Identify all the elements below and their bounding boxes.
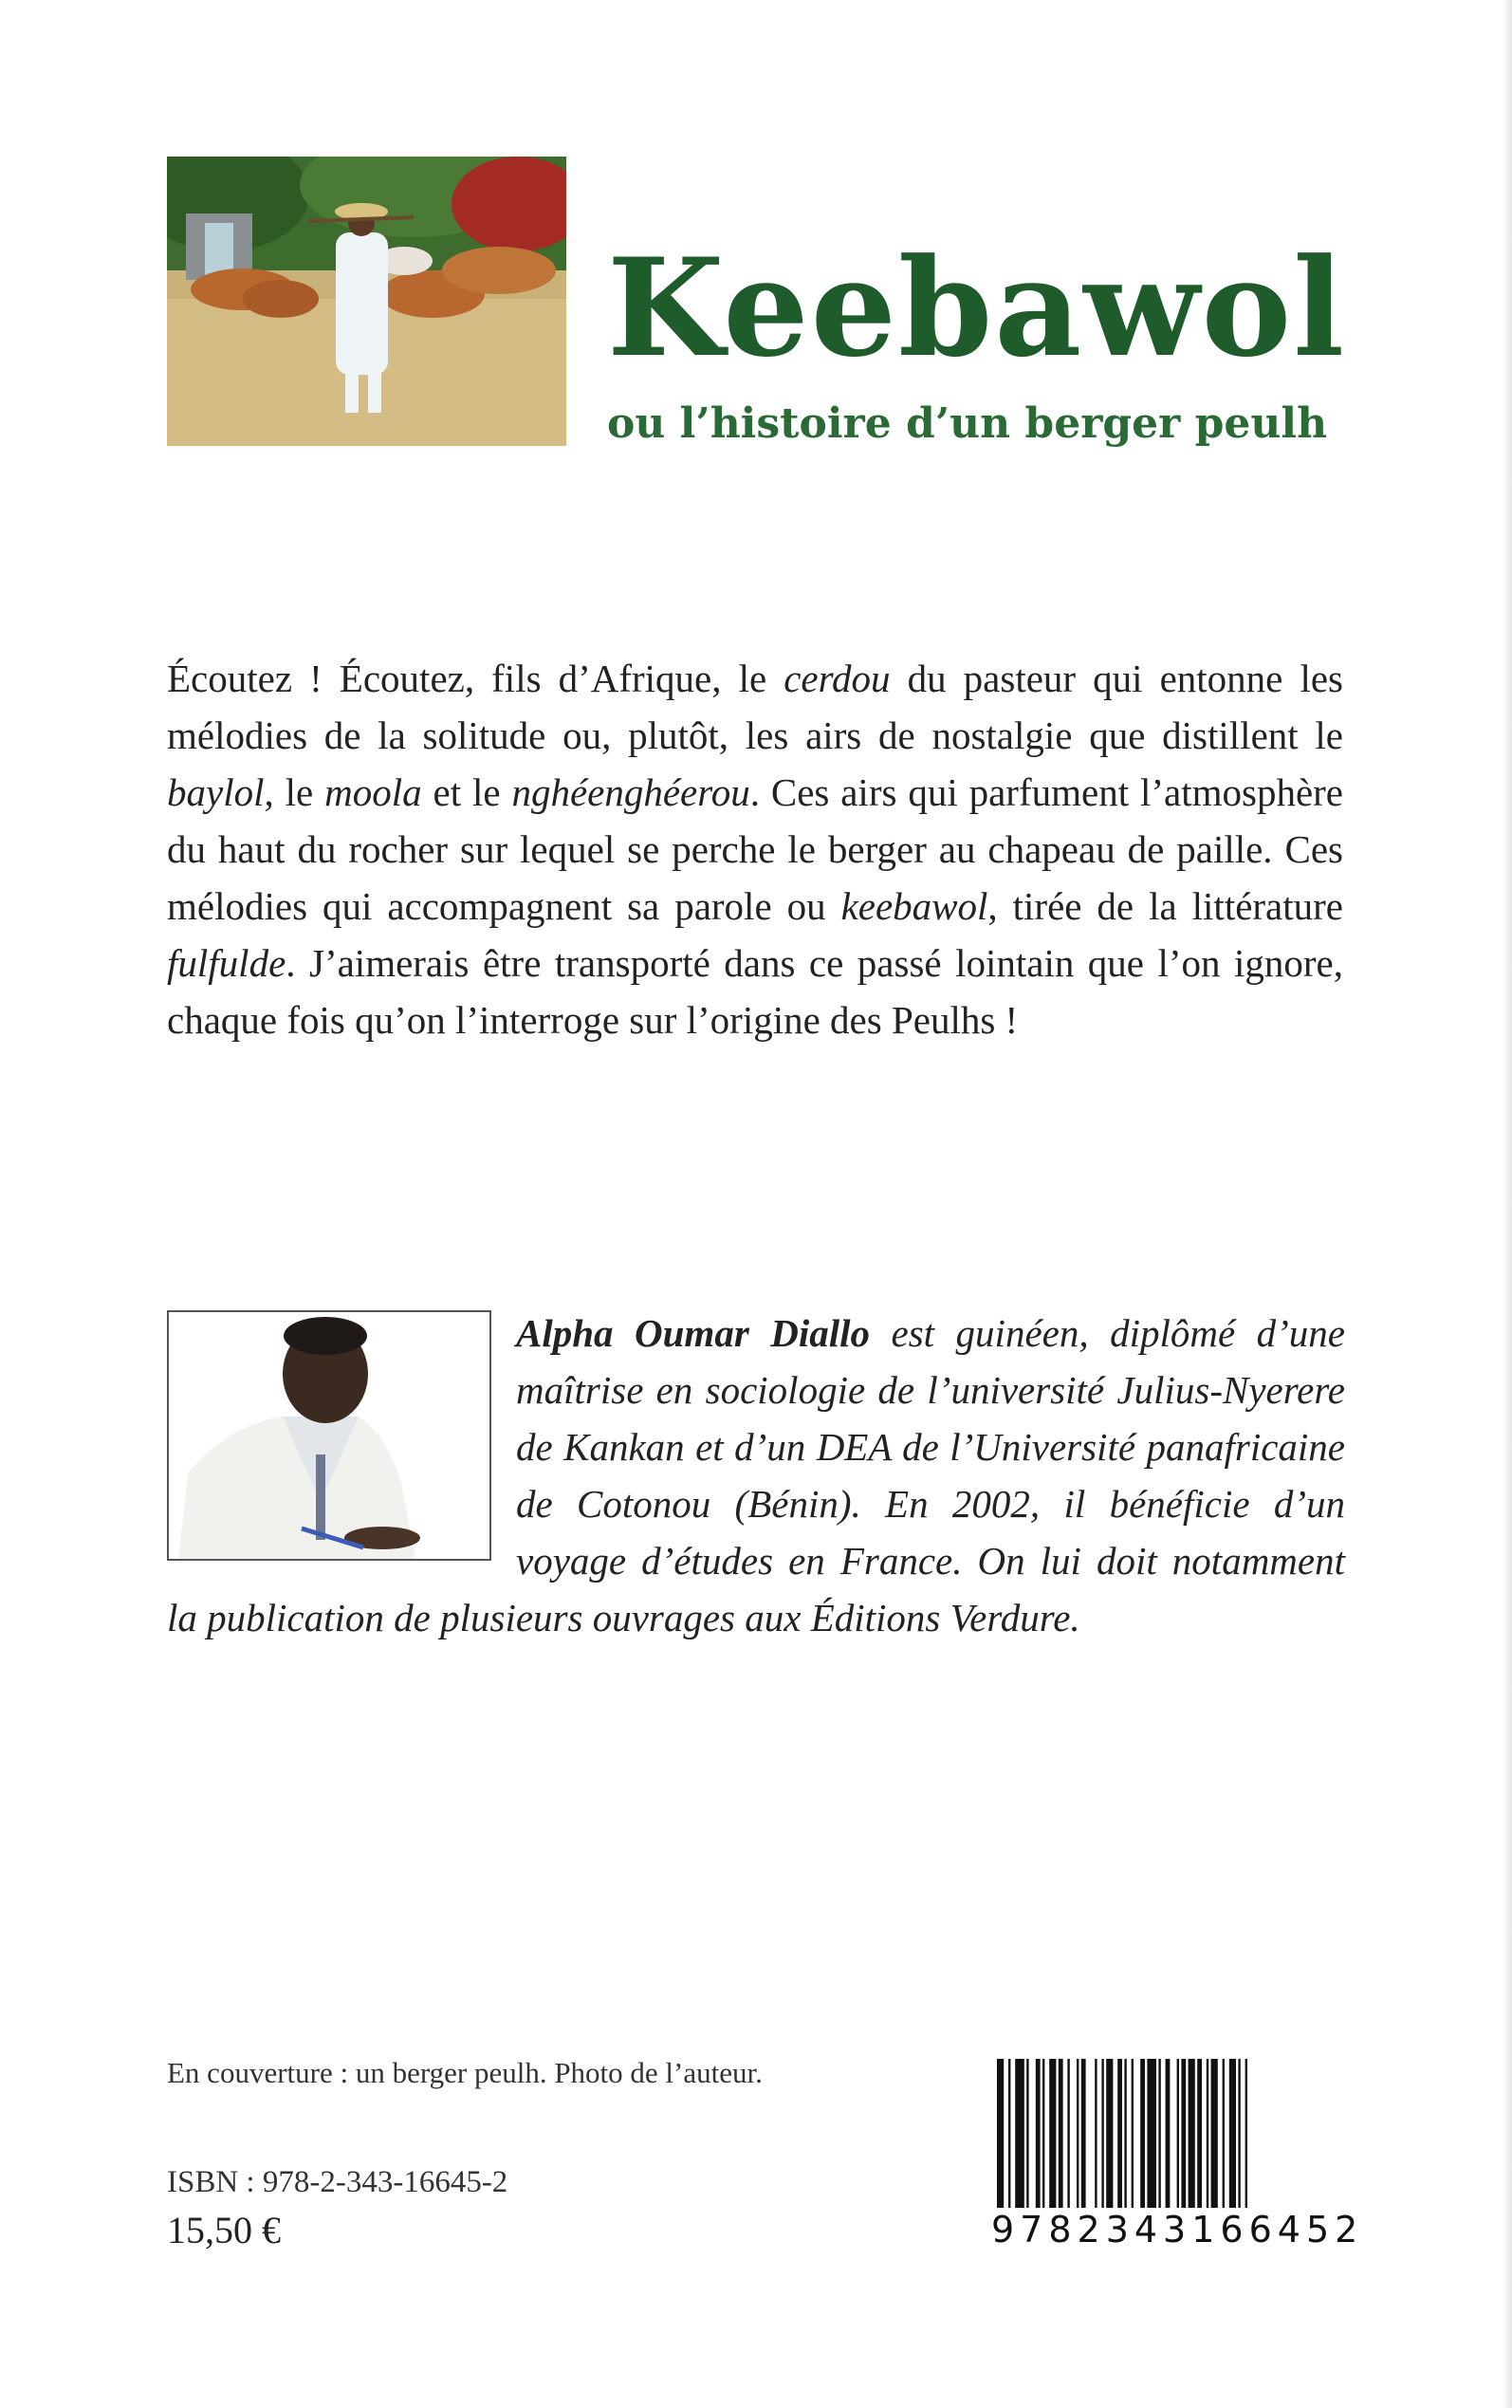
barcode-bar <box>997 2059 1004 2211</box>
blurb-text: , le <box>264 770 325 814</box>
barcode-bar <box>1008 2059 1010 2211</box>
book-price: 15,50 € <box>167 2209 281 2251</box>
barcode-bar <box>1132 2059 1134 2211</box>
author-photo-spacer <box>167 1305 516 1568</box>
cover-photo-shepherd-with-cattle <box>167 157 566 446</box>
book-subtitle: ou l’histoire d’un berger peulh <box>607 399 1328 448</box>
barcode-bar <box>1197 2059 1202 2211</box>
barcode-bar <box>1147 2059 1156 2211</box>
back-cover-blurb <box>167 650 1343 1048</box>
barcode-bar <box>1223 2059 1225 2211</box>
blurb-italic-term: moola <box>324 770 422 814</box>
isbn-number: ISBN : 978-2-343-16645-2 <box>167 2165 508 2199</box>
blurb-text: Écoutez ! Écoutez, fils d’Afrique, le <box>167 657 784 700</box>
barcode-digits: 9782343166452 <box>991 2209 1364 2251</box>
barcode-bar <box>1026 2059 1028 2211</box>
blurb-italic-term: nghéenghéerou <box>511 770 750 814</box>
barcode-bar <box>1166 2059 1171 2211</box>
barcode-bar <box>1229 2059 1236 2211</box>
blurb-text: . Ces airs qui parfument l’atmosphère du haut du rocher sur lequel se perche le berger au chapeau de paille. Ces mélodies qui accompagnent sa parole ou <box>167 770 1344 928</box>
barcode-bar <box>1140 2059 1145 2211</box>
author-bio-text: est guinéen, diplômé d’une maîtrise en sociologie de l’université Julius-Nyerere de Kankan et d’un DEA de l’Université panafricaine de Cotonou (Bénin). En 2002, il bénéficie d’un voyage d’études en France. On lui doit notamment la publication de plusieurs ouvrages aux Éditions Verdure. <box>167 1311 1345 1639</box>
barcode-bar <box>1181 2059 1186 2211</box>
barcode-bar <box>1049 2059 1056 2211</box>
barcode-bar <box>1042 2059 1044 2211</box>
barcode-bar <box>1124 2059 1126 2211</box>
blurb-text: , tirée de la littérature <box>987 884 1344 928</box>
blurb-italic-term: keebawol <box>840 884 988 928</box>
author-name: Alpha Oumar Diallo <box>516 1311 871 1355</box>
barcode-bar <box>1077 2059 1079 2211</box>
barcode-bar <box>1117 2059 1122 2211</box>
book-title: Keebawol <box>607 230 1347 387</box>
blurb-italic-term: cerdou <box>784 657 891 700</box>
barcode-bar <box>1101 2059 1103 2211</box>
author-biography <box>167 1305 1345 1646</box>
barcode-bar <box>1095 2059 1097 2211</box>
blurb-italic-term: fulfulde <box>167 941 286 985</box>
barcode-bar <box>1059 2059 1063 2211</box>
blurb-text: et le <box>421 770 512 814</box>
barcode-bar <box>1067 2059 1069 2211</box>
barcode-bar <box>1106 2059 1113 2211</box>
barcode-bar <box>1189 2059 1195 2211</box>
barcode-bar <box>1207 2059 1208 2211</box>
barcode-bar <box>1211 2059 1218 2211</box>
barcode-bar <box>1158 2059 1160 2211</box>
barcode-bar <box>1015 2059 1024 2211</box>
barcode-bar <box>1177 2059 1179 2211</box>
barcode-bar <box>1081 2059 1086 2211</box>
barcode-bar <box>1245 2059 1247 2211</box>
blurb-text: . J’aimerais être transporté dans ce passé lointain que l’on ignore, chaque fois qu’on l’interroge sur l’origine des Peulhs ! <box>167 941 1343 1042</box>
barcode-bar <box>1036 2059 1041 2211</box>
blurb-text: du pasteur qui entonne les mélodies de la solitude ou, plutôt, les airs de nostalgie que distillent le <box>167 657 1343 757</box>
blurb-italic-term: baylol <box>167 770 265 814</box>
page-edge-shadow <box>1503 0 1512 2408</box>
barcode-bar <box>1238 2059 1240 2211</box>
cover-photo-credit: En couverture : un berger peulh. Photo de l’auteur. <box>167 2056 763 2089</box>
